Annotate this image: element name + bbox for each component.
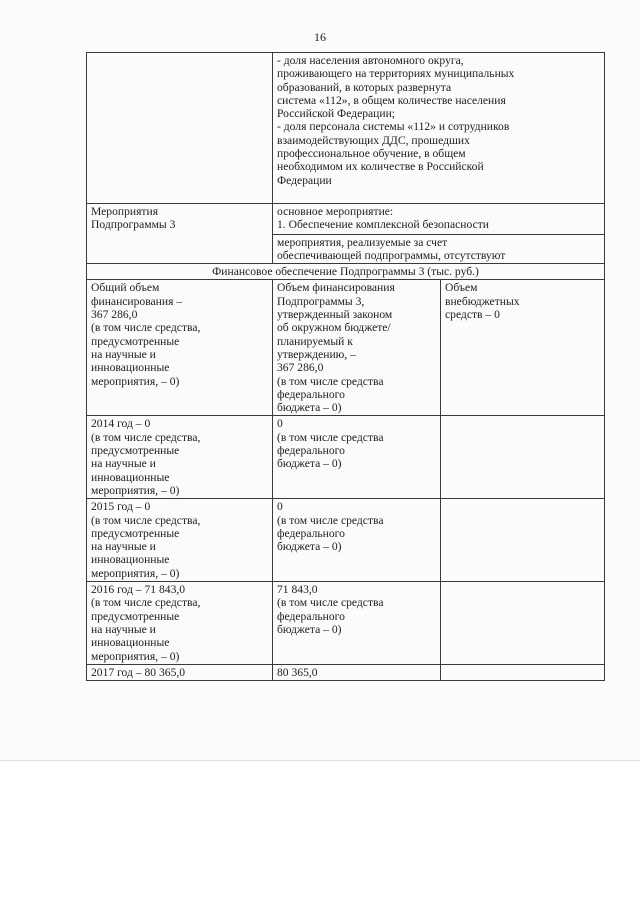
year-total-cell: 2016 год – 71 843,0 (в том числе средства, предусмотренные на научные и инновационные мероприятия, – 0) [87,582,273,665]
year-total-cell: 2017 год – 80 365,0 [87,664,273,680]
events-cell [273,204,605,264]
financing-header-row [87,264,605,280]
year-budget-cell: 0 (в том числе средства федерального бюджета – 0) [273,499,441,582]
year-extrabudget-cell [441,664,605,680]
year-budget-cell: 80 365,0 [273,664,441,680]
program-table [86,52,605,681]
indicators-row [87,53,605,204]
extrabudget-cell: Объем внебюджетных средств – 0 [441,280,605,416]
year-extrabudget-cell [441,416,605,499]
year-total-cell: 2015 год – 0 (в том числе средства, предусмотренные на научные и инновационные мероприятия, – 0) [87,499,273,582]
year-extrabudget-cell [441,499,605,582]
year-total-cell: 2014 год – 0 (в том числе средства, предусмотренные на научные и инновационные мероприятия, – 0) [87,416,273,499]
indicators-label-cell [87,53,273,204]
year-row-2015 [87,499,605,582]
totals-row [87,280,605,416]
year-extrabudget-cell [441,582,605,665]
year-budget-cell: 71 843,0 (в том числе средства федерального бюджета – 0) [273,582,441,665]
events-row [87,204,605,264]
financing-header: Финансовое обеспечение Подпрограммы 3 (тыс. руб.) [87,264,605,280]
events-label-cell: Мероприятия Подпрограммы 3 [87,204,273,264]
main-event: основное мероприятие: 1. Обеспечение комплексной безопасности [277,205,490,232]
year-row-2014 [87,416,605,499]
events-note: мероприятия, реализуемые за счет обеспечивающей подпрограммы, отсутствуют [273,234,604,263]
total-financing-cell: Общий объем финансирования – 367 286,0 (в том числе средства, предусмотренные на научные и инновационные мероприятия, – 0) [87,280,273,416]
year-row-2016 [87,582,605,665]
year-row-2017 [87,664,605,680]
page-number: 16 [314,30,326,44]
indicators-cell: - доля населения автономного округа, проживающего на территориях муниципальных образований, в которых развернута система «112», в общем количестве населения Российской Федерации; - доля персонала системы «112» и сотрудников взаимодействующих ДДС, прошедших профессиональное обучение, в общем необходимом их количестве в Российской Федерации [273,53,605,204]
year-budget-cell: 0 (в том числе средства федерального бюджета – 0) [273,416,441,499]
budget-financing-cell: Объем финансирования Подпрограммы 3, утвержденный законом об окружном бюджете/ планируемый к утверждению, – 367 286,0 (в том числе средства федерального бюджета – 0) [273,280,441,416]
